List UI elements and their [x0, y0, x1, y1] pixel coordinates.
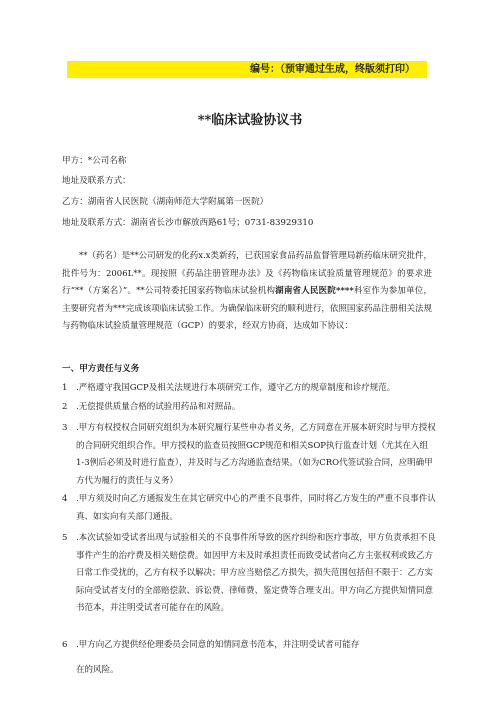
- intro-text-1: **（药名）是**公司研发的化药x.x类新药，已获国家食品药品监督管理局新药临床研究批件，批件号为：2006L**。现按照《药品注册管理办法》及《药物临床试验质量管理规范》的要求进行“**（方案名）”。**公司特委托国家药物临床试验机构: [62, 251, 432, 296]
- item-text: .甲方向乙方提供经伦理委员会同意的知情同意书范本，并注明受试者可能存: [76, 640, 360, 650]
- section-heading: 一、甲方责任与义务: [62, 364, 140, 374]
- item-number: 5: [62, 533, 68, 543]
- list-item: [62, 637, 436, 655]
- item-text: .甲方须及时向乙方通报发生在其它研究中心的严重不良事件，同时将乙方发生的严重不良事件认真、如实向有关部门通报。: [76, 494, 436, 522]
- list-item-continuation: [62, 662, 436, 680]
- item-number: 6: [62, 640, 68, 650]
- party-b: 乙方：湖南省人民医院（湖南师范大学附属第一医院）: [62, 197, 269, 207]
- item-number: 3: [62, 423, 68, 433]
- document-title: **临床试验协议书: [197, 113, 303, 128]
- item-text: .甲方有权授权合同研究组织为本研究履行某些申办者义务，乙方同意在开展本研究时与甲方授权的合同研究组织合作。甲方授权的监查员按照GCP规范和相关SOP执行监查计划（尤其在入组1-3例后必须及时进行监查），并及时与乙方沟通监查结果。（如为CRO代签试验合同，应明确甲方代为履行的责任与义务）: [76, 423, 436, 486]
- party-a-address: 地址及联系方式：: [62, 176, 131, 186]
- list-item: [62, 420, 436, 490]
- list-item: [62, 491, 436, 526]
- list-item: [62, 380, 436, 398]
- item-text: .本次试验如受试者出现与试验相关的不良事件所导致的医疗纠纷和医疗事故，甲方负责承担不良事件产生的治疗费及相关赔偿费。如因甲方未及时承担责任而致受试者向乙方主张权利或致乙方日常工作受扰的，乙方有权予以解决；甲方应当赔偿乙方损失，损失范围包括但不限于：乙方实际向受试者支付的全部赔偿款、诉讼费、律师费、鉴定费等合理支出。甲方向乙方提供知情同意书范本，并注明受试者可能存在的风险。: [76, 533, 436, 613]
- item-text: .无偿提供质量合格的试验用药品和对照品。: [76, 402, 241, 412]
- item-number: 1: [62, 383, 68, 393]
- code-banner-text: 编号：（预审通过生成，终版须打印）: [250, 64, 415, 75]
- item-number: 4: [62, 494, 68, 504]
- list-item: [62, 399, 436, 417]
- intro-text-bold: 湖南省人民医院****: [275, 286, 354, 296]
- code-banner: [67, 61, 427, 78]
- intro-paragraph: [62, 248, 432, 336]
- list-item: [62, 530, 436, 618]
- intro-text-2: 科室作为参加单位，主要研究者为***完成该项临床试验工作。为确保临床研究的顺利进行，依照国家药品注册相关法规与药物临床试验质量管理规范（GCP）的要求，经双方协商，达成如下协议：: [62, 286, 432, 331]
- item-text: 在的风险。: [76, 665, 119, 675]
- item-number: 2: [62, 402, 68, 412]
- party-b-address: 地址及联系方式：湖南省长沙市解放西路61号；0731-83929310: [62, 218, 314, 228]
- party-a: 甲方：*公司名称: [62, 156, 127, 166]
- item-text: .严格遵守我国GCP及相关法规进行本项研究工作，遵守乙方的规章制度和诊疗规范。: [76, 383, 396, 393]
